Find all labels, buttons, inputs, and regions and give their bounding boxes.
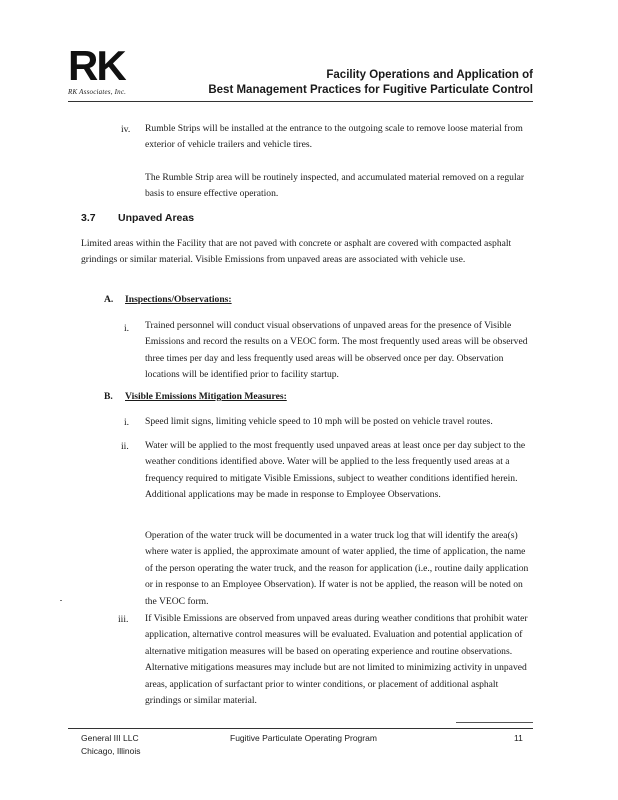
- section-intro: [81, 236, 533, 269]
- item-text: [145, 414, 533, 430]
- header-title-line1: Facility Operations and Application of: [326, 69, 533, 81]
- footer-short-rule: [456, 722, 533, 723]
- subsection-a-title: Inspections/Observations:: [125, 294, 232, 305]
- item-number: iii.: [118, 614, 129, 625]
- section-title: Unpaved Areas: [118, 212, 195, 224]
- item-paragraph: Water will be applied to the most frequently used unpaved areas at least once per day subject to the weather conditions identified above. Water will be applied to the less frequently used areas at a frequency required to mitigate Visible Emissions, subject to weather conditions identified herein. Additional applications may be made in response to Employee Observations.: [145, 440, 526, 501]
- item-paragraph: The Rumble Strip area will be routinely inspected, and accumulated material removed on a regular basis to ensure effective operation.: [145, 172, 525, 200]
- item-text-continued: [145, 170, 533, 203]
- item-number: ii.: [121, 441, 129, 452]
- item-paragraph: Rumble Strips will be installed at the entrance to the outgoing scale to remove loose material from exterior of vehicle trailers and vehicle tires.: [145, 123, 523, 151]
- logo-subtitle: RK Associates, Inc.: [68, 88, 127, 96]
- item-text: [145, 438, 533, 504]
- item-number: i.: [124, 417, 130, 428]
- item-paragraph: Trained personnel will conduct visual observations of unpaved areas for the presence of Visible Emissions and record the results on a VEOC form. The most frequently used areas will be observed three times per day and less frequently used areas will be observed once per day. Observation locations will be identified prior to facility startup.: [145, 320, 528, 381]
- item-paragraph: Operation of the water truck will be documented in a water truck log that will identify the area(s) where water is applied, the approximate amount of water applied, the time of application, the name of the person operating the water truck, and the reason for application (i.e., routine daily application or in response to an Employee Observation). If water is not be applied, the reason will be noted on the VEOC form.: [145, 530, 529, 607]
- subsection-a-letter: A.: [104, 294, 114, 305]
- header-title-line2: Best Management Practices for Fugitive Particulate Control: [208, 84, 533, 96]
- company-logo: [68, 42, 138, 96]
- item-text: [145, 611, 533, 709]
- footer-city: Chicago, Illinois: [81, 746, 141, 756]
- item-number: iv.: [121, 124, 131, 135]
- item-paragraph: If Visible Emissions are observed from unpaved areas during weather conditions that prohibit water application, alternative control measures will be evaluated. Evaluation and potential application of alternative mitigation measures will be based on operating experience and routine observations. Alternative mitigations measures may include but are not limited to minimizing activity in unpaved areas, application of surfactant prior to winter conditions, or placement of additional asphalt grindings or similar material.: [145, 613, 528, 707]
- subsection-b-title: Visible Emissions Mitigation Measures:: [125, 391, 287, 402]
- item-number: i.: [124, 323, 130, 334]
- header-divider: [68, 101, 533, 102]
- item-text: [145, 318, 533, 384]
- footer-company: General III LLC: [81, 733, 139, 743]
- logo-letters: RK: [68, 42, 125, 89]
- item-text: [145, 121, 533, 154]
- intro-paragraph: Limited areas within the Facility that are not paved with concrete or asphalt are covered with compacted asphalt grindings or similar material. Visible Emissions from unpaved areas are associated with vehicle use.: [81, 238, 512, 266]
- footer-program: Fugitive Particulate Operating Program: [230, 733, 377, 743]
- section-number: 3.7: [81, 212, 96, 224]
- item-text-continued: [145, 528, 533, 610]
- subsection-b-letter: B.: [104, 391, 113, 402]
- margin-mark: [60, 600, 62, 601]
- footer-divider: [68, 728, 533, 729]
- item-paragraph: Speed limit signs, limiting vehicle speed to 10 mph will be posted on vehicle travel routes.: [145, 416, 493, 427]
- page-number: 11: [514, 733, 523, 743]
